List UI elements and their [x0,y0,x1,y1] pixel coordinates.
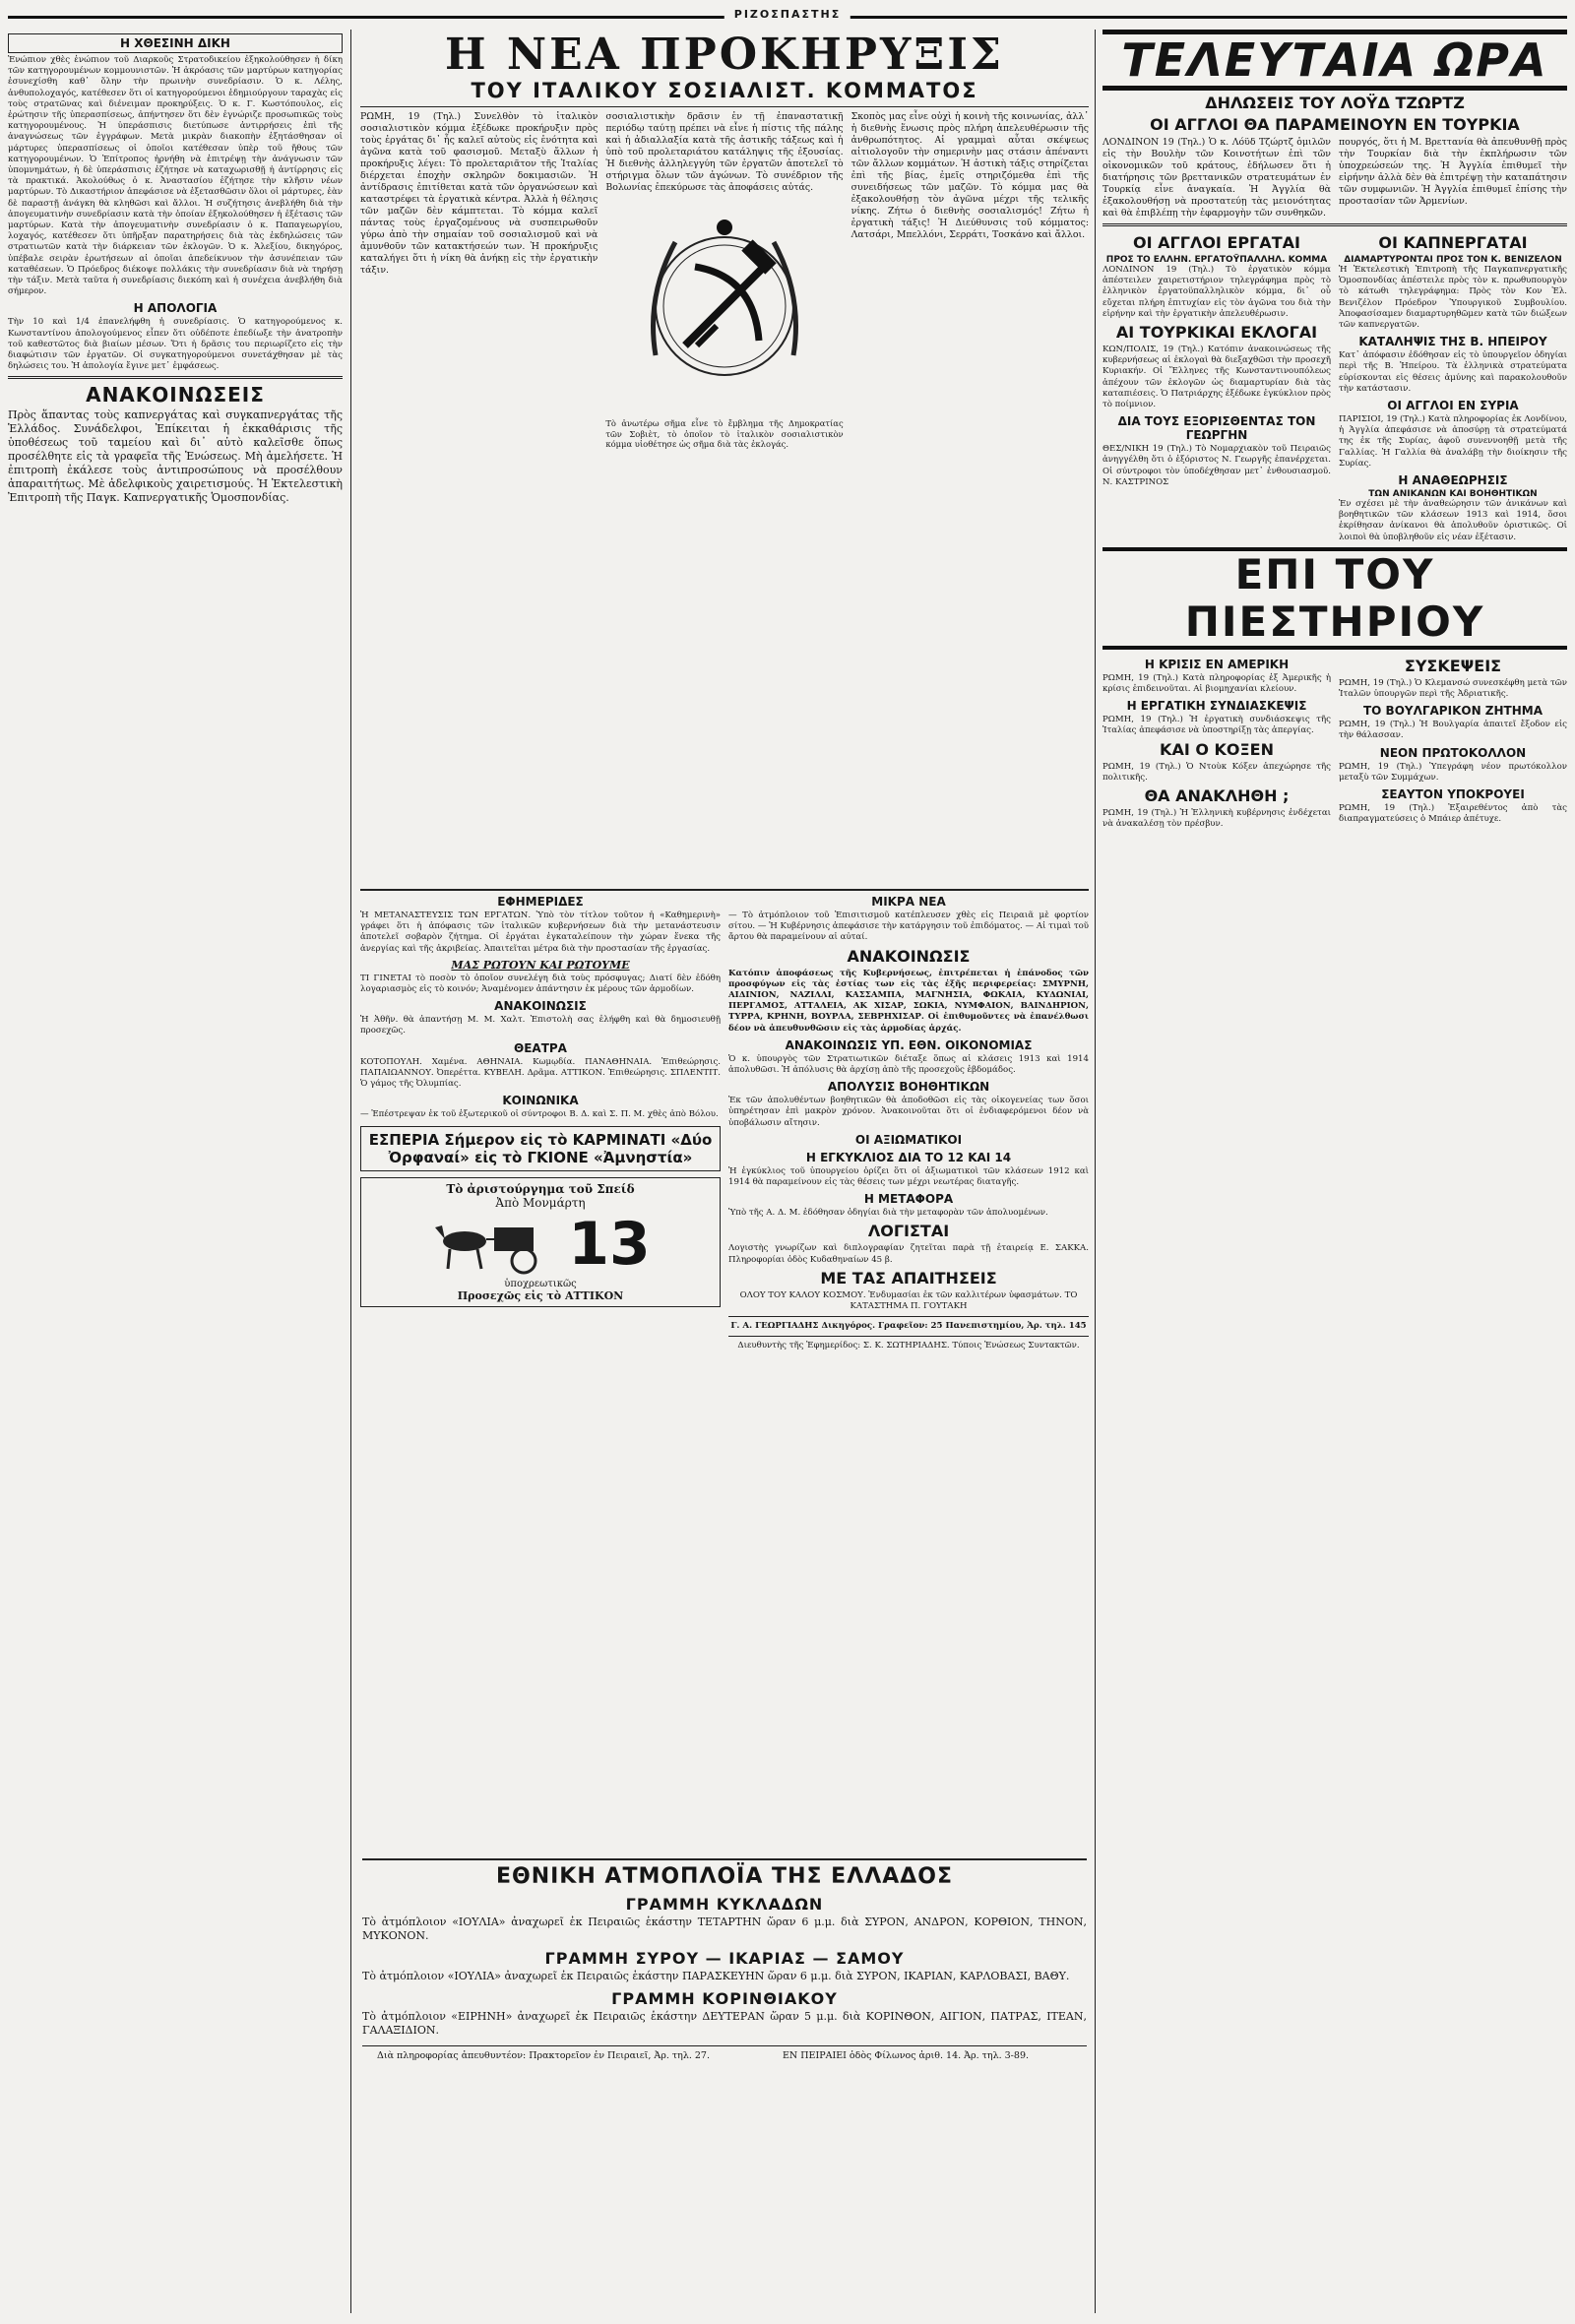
horse-carriage-icon [430,1210,558,1279]
press-right [1339,654,1570,831]
demands-heading: ΜΕ ΤΑΣ ΑΠΑΙΤΗΣΕΙΣ [820,1268,997,1288]
right-mid-columns [1102,230,1570,543]
film-ad-title: Τὸ ἀριστούργημα τοῦ Σπείδ [446,1182,635,1197]
center-columns [360,111,1092,450]
late-news-columns [1102,137,1570,220]
self-undermines-body: ΡΩΜΗ, 19 (Τηλ.) Ἐξαιρεθέντος ἀπὸ τὰς διαπραγματεύσεις ὁ Μπάιερ ἀπέτυχε. [1339,803,1570,825]
epirus-body: Κατ᾽ ἀπόφασιν ἐδόθησαν εἰς τὸ ὑπουργεῖον ὁδηγίαι περὶ τῆς Β. Ἠπείρου. Τὰ ἑλληνικὰ στρατεύματα εὑρίσκονται εἰς θέσεις ἀμύνης καὶ παρακολουθοῦν τὴν κατάστασιν. [1339,350,1570,394]
newspapers-body: Ἡ ΜΕΤΑΝΑΣΤΕΥΣΙΣ ΤΩΝ ΕΡΓΑΤΩΝ. Ὑπὸ τὸν τίτλον τοῦτον ἡ «Καθημερινὴ» γράφει ὅτι ἡ ἀπόφασις τῶν ἰταλικῶν κυβερνήσεων διὰ τὴν μετανάστευσιν ἀποτελεῖ σοβαρὸν ζήτημα. Οἱ ἐργάται ἐγκαταλείπουν τὴν χώραν ἕνεκα τῆς ἀνεργίας καὶ τῆς ἀκριβείας. Ἀπαιτεῖται μέτρα διὰ τὴν προστασίαν τῆς ἐργασίας. [360,911,724,954]
divider [8,376,343,379]
trial-body: Ἐνώπιον χθὲς ἐνώπιον τοῦ Διαρκοῦς Στρατοδικείου ἐξηκολούθησεν ἡ δίκη τῶν κατηγορουμένων κομμουνιστῶν. Ἡ ἀκρόασις τῶν μαρτύρων κατηγορίας ἐσυνεχίσθη καθ᾽ ὅλην τὴν πρωινὴν συνεδρίασιν. Ὁ κ. Λέλης, ἀνθυπολοχαγός, κατέθεσεν ὅτι οἱ κατηγορούμενοι ἐδημιούργουν ταραχὰς εἰς τοὺς στρατῶνας καὶ διένειμαν προκηρύξεις. Ὁ κ. Γ. Κωστόπουλος, εἰς ἐρώτησιν τῆς ὑπερασπίσεως, ἀπήντησεν ὅτι δὲν ἐγνώριζε προσωπικῶς τοὺς κατηγορουμένους. Ἡ ὑπεράσπισις διετύπωσε ἀντιρρήσεις ἐπὶ τῆς ἀναγνώσεως τῶν ἐγγράφων. Μετὰ μικρὰν διακοπὴν ἐξητάσθησαν οἱ μάρτυρες ὑπερασπίσεως οἱ ὁποῖοι κατέθεσαν ὑπὲρ τοῦ ἤθους τῶν κατηγορουμένων. Ὁ Ἐπίτροπος ἠρνήθη νὰ ἐπιτρέψῃ τὴν ἀνάγνωσιν τῶν ὑπομνημάτων, ἡ δὲ ὑπεράσπισις ἐζήτησε νὰ καταχωρισθῇ ἡ ἀντίρρησις εἰς τὰ πρακτικά. Ἀκολούθως ὁ κ. Ἀναστασίου ἐζήτησε τὴν κλῆσιν νέων μαρτύρων. Τὸ Δικαστήριον ἀπεφάσισε νὰ ἐξετασθῶσιν ὅλοι οἱ μάρτυρες, ἐὰν δὲ παραστῇ ἀνάγκη θὰ κληθῶσι καὶ ἄλλοι. Ἡ συζήτησις ἀνεβλήθη διὰ τὴν ἀπογευματινὴν συνεδρίασιν κατὰ τὴν ὁποίαν ἐξηκολούθησεν ἡ ἐξέτασις τῶν μαρτύρων. Κατὰ τὴν ἀπογευματινὴν συνεδρίασιν ὁ κ. Παπαγεωργίου, λοχαγός, κατέθεσεν ὅτι ὑπῆρξαν παρατηρήσεις διὰ τὰς ἐκδηλώσεις τῶν στρατιωτῶν κατὰ τὴν διάρκειαν τῶν ἐκλογῶν. Ὁ κ. Ἀλεξίου, δικηγόρος, ὑπέβαλε σειρὰν ἐρωτήσεων αἱ ὁποῖαι ἀπεδείκνυον τὴν ἀσυνέπειαν τῶν καταθέσεων. Ὁ Πρόεδρος διέκοψε πολλάκις τὴν συνεδρίασιν διὰ νὰ τηρήσῃ τὴν τάξιν. Μετὰ ταῦτα ἡ συνεδρίασις διεκόπη καὶ ἡ συνέχεια ἀνεβλήθη διὰ σήμερον. [8,55,346,297]
circular-body: Ἡ ἐγκύκλιος τοῦ ὑπουργείου ὁρίζει ὅτι οἱ ἀξιωματικοὶ τῶν κλάσεων 1912 καὶ 1914 θὰ παραμείνουν εἰς τὰς θέσεις των μέχρι νεωτέρας διαταγῆς. [728,1165,1092,1188]
shipping-line-3-text: Τὸ ἀτμόπλοιον «ΕΙΡΗΝΗ» ἀναχωρεῖ ἐκ Πειραιῶς ἑκάστην ΔΕΥΤΕΡΑΝ ὥραν 5 μ.μ. διὰ ΚΟΡΙΝΘΟΝ, ΑΙΓΙΟΝ, ΠΑΤΡΑΣ, ΙΤΕΑΝ, ΓΑΛΑΞΙΔΙΟΝ. [362,2010,1091,2037]
film-ad-footer: Προσεχῶς εἰς τὸ ΑΤΤΙΚΟΝ [457,1289,624,1303]
crisis-body: ΡΩΜΗ, 19 (Τηλ.) Κατὰ πληροφορίας ἐξ Ἀμερικῆς ἡ κρίσις ἐπιδεινοῦται. Αἱ βιομηχανίαι κλείουν. [1102,672,1334,695]
right-column [1102,30,1570,2313]
questions-heading: ΜΑΣ ΡΩΤΟΥΝ ΚΑΙ ΡΩΤΟΥΜΕ [451,958,630,972]
epirus-heading: ΚΑΤΑΛΗΨΙΣ ΤΗΣ Β. ΗΠΕΙΡΟΥ [1358,335,1547,349]
revision-heading: Η ΑΝΑΘΕΩΡΗΣΙΣ [1398,473,1508,488]
shipping-line-2-title: ΓΡΑΜΜΗ ΣΥΡΟΥ — ΙΚΑΡΙΑΣ — ΣΑΜΟΥ [544,1949,905,1968]
shipping-footer-right: ΕΝ ΠΕΙΡΑΙΕΙ ὁδὸς Φίλωνος ἀριθ. 14. Ἀρ. τηλ. 3-89. [782,2050,1030,2061]
shipping-line-2-text: Τὸ ἀτμόπλοιον «ΙΟΥΛΙΑ» ἀναχωρεῖ ἐκ Πειραιῶς ἑκάστην ΠΑΡΑΣΚΕΥΗΝ ὥραν 6 μ.μ. διὰ ΣΥΡΟΝ, ΙΚΑΡΙΑΝ, ΚΑΡΛΟΒΑΣΙ, ΒΑΘΥ. [362,1970,1070,1982]
tobacco-sub: ΔΙΑΜΑΡΤΥΡΟΝΤΑΙ ΠΡΟΣ ΤΟΝ Κ. ΒΕΝΙΖΕΛΟΝ [1344,255,1562,265]
shipping-line-3-title: ΓΡΑΜΜΗ ΚΟΡΙΝΘΙΑΚΟΥ [611,1989,838,2008]
shipping-footer-left: Διὰ πληροφορίας ἀπευθυντέον: Πρακτορεῖον ἐν Πειραιεῖ, Ἀρ. τηλ. 27. [376,2050,710,2061]
divider [360,106,1089,107]
social-body: — Ἐπέστρεψαν ἐκ τοῦ ἐξωτερικοῦ οἱ σύντροφοι Β. Δ. καὶ Σ. Π. Μ. χθὲς ἀπὸ Βόλου. [360,1109,719,1120]
center-lower-columns [360,891,1092,1352]
tobacco-heading: ΟΙ ΚΑΠΝΕΡΓΑΤΑΙ [1378,233,1528,252]
protocol-heading: ΝΕΟΝ ΠΡΩΤΟΚΟΛΛΟΝ [1379,745,1527,760]
emblem [605,198,843,414]
masthead-title: ΡΙΖΟΣΠΑΣΤΗΣ [724,8,850,21]
crisis-heading: Η ΚΡΙΣΙΣ ΕΝ ΑΜΕΡΙΚΗ [1144,657,1290,671]
center-lower-left [360,891,724,1352]
shipping-line-1-title: ΓΡΑΜΜΗ ΚΥΚΛΑΔΩΝ [625,1895,824,1914]
late-news-body-1: ΛΟΝΔΙΝΟΝ 19 (Τηλ.) Ὁ κ. Λόϋδ Τζώρτζ ὁμιλῶν εἰς τὴν Βουλὴν τῶν Κοινοτήτων ἐπὶ τῶν οἰκονομικῶν τοῦ κράτους, ἐδήλωσεν ὅτι ἡ διατήρησις τῶν βρεττανικῶν στρατευμάτων ἐν Τουρκίᾳ εἶνε ἀναγκαία. Ἡ Ἀγγλία θὰ ἐξακολουθήσῃ νὰ προστατεύῃ τὰς μειονότητας καὶ θὰ ἐπιβλέπῃ τὴν ἐφαρμογὴν τῶν συνθηκῶν. [1102,137,1334,219]
press-columns [1102,654,1570,831]
transport-body: Ὑπὸ τῆς Α. Δ. Μ. ἐδόθησαν ὁδηγίαι διὰ τὴν μεταφορὰν τῶν ἀπολυομένων. [728,1208,1048,1219]
late-news-body-2: πουργός, ὅτι ἡ Μ. Βρεττανία θὰ ἀπευθυνθῇ πρὸς τὴν Τουρκίαν διὰ τὴν ἐκπλήρωσιν τῶν ὑποχρεώσεών της. Ἡ Ἀγγλία ἐπιθυμεῖ τὴν εἰρήνην ἀλλὰ δὲν θὰ ἐπιτρέψῃ τὴν καταπάτησιν τῶν συμφωνιῶν. Ἡ Ἀγγλία ἐπιθυμεῖ ἐπίσης τὴν προστασίαν τῶν Ἀρμενίων. [1339,137,1570,207]
self-undermines-heading: ΣΕΑΥΤΟΝ ΥΠΟΚΡΟΥΕΙ [1381,787,1525,802]
coxen-heading: ΚΑΙ Ο ΚΟΞΕΝ [1160,739,1274,759]
announcements-heading: ΑΝΑΚΟΙΝΩΣΕΙΣ [86,383,265,408]
revision-sub: ΤΩΝ ΑΝΙΚΑΝΩΝ ΚΑΙ ΒΟΗΘΗΤΙΚΩΝ [1368,489,1538,500]
film-ad-sub: Ἀπὸ Μονμάρτη [495,1196,586,1211]
trial-headline: Η ΧΘΕΣΙΝΗ ΔΙΚΗ [8,33,343,53]
shipping-footer [362,2045,1087,2062]
hammer-sickle-wreath-icon [626,198,823,414]
labour-conf-heading: Η ΕΡΓΑΤΙΚΗ ΣΥΝΔΙΑΣΚΕΨΙΣ [1126,699,1307,714]
film-ad-art [365,1210,716,1279]
divider [728,1336,1089,1337]
divider [1102,223,1567,226]
exiles-body: ΘΕΣ/ΝΙΚΗ 19 (Τηλ.) Τὸ Νομαρχιακὸν τοῦ Πειραιῶς ἀνηγγέλθη ὅτι ὁ ἐξόριστος Ν. Γεωργῆς ἐπανέρχεται. Οἱ σύντροφοι τὸν ὑποδέχθησαν μετ᾽ ἐνθουσιασμοῦ. Ν. ΚΑΣΤΡΙΝΟΣ [1102,444,1334,487]
questions-body: ΤΙ ΓΙΝΕΤΑΙ τὸ ποσὸν τὸ ὁποῖον συνελέγη διὰ τοὺς πρόσφυγας; Διατί δὲν ἐδόθη λογαριασμὸς εἰς τὸ κοινόν; Ἀναμένομεν ἀπάντησιν ἐκ μέρους τῶν ἁρμοδίων. [360,973,724,995]
left-column [8,30,346,2313]
workers-sub: ΠΡΟΣ ΤΟ ΕΛΛΗΝ. ΕΡΓΑΤΟΫΠΑΛΛΗΛ. ΚΟΜΜΑ [1105,255,1328,265]
release-body: Ἐκ τῶν ἀπολυθέντων βοηθητικῶν θὰ ἀποδοθῶσι εἰς τὰς οἰκογενείας των ὅσοι ὑπηρέτησαν ἐπὶ μακρὸν χρόνον. Ἀνακοινοῦται ὅτι οἱ ἐνδιαφερόμενοι δέον νὰ ὑποβάλωσιν αἴτησιν. [728,1096,1092,1128]
right-mid-right [1339,230,1570,543]
center-lower [360,889,1092,1855]
proclamation-part-3: Σκοπὸς μας εἶνε οὐχὶ ἡ κοινὴ τῆς κοινωνίας, ἀλλ᾽ ἡ διεθνὴς ἕνωσις πρὸς πλήρη ἀπελευθέρωσιν τῆς ἀνθρωπότητος. Αἱ γραμμαὶ αὗται σκέψεως αἰτιολογοῦν τὴν σημερινὴν μας στάσιν ἀπέναντι τῶν ἄλλων κομμάτων. Ἡ ἀστικὴ τάξις στηρίζεται ἐπὶ τῆς βίας, ἐμεῖς στηριζόμεθα ἐπὶ τῆς συνειδήσεως τῶν μαζῶν. Τὸ κόμμα μας θὰ ἐξακολουθήσῃ τὸν ἀγῶνα μέχρι τῆς τελικῆς νίκης. Ζήτω ὁ διεθνὴς σοσιαλισμός! Ζήτω ἡ ἐργατικὴ τάξις! Ἡ Διεύθυνσις τοῦ κόμματος: Λατσάρι, Μπελλόνι, Σερράτι, Τοσκάνο καὶ ἄλλοι. [850,111,1092,240]
officers-heading: ΟΙ ΑΞΙΩΜΑΤΙΚΟΙ [854,1132,963,1147]
column-rule [350,30,351,2313]
late-news-head: ΟΙ ΑΓΓΛΟΙ ΘΑ ΠΑΡΑΜΕΙΝΟΥΝ ΕΝ ΤΟΥΡΚΙΑ [1150,115,1520,134]
shipping-line-1-text: Τὸ ἀτμόπλοιον «ΙΟΥΛΙΑ» ἀναχωρεῖ ἐκ Πειραιῶς ἑκάστην ΤΕΤΑΡΤΗΝ ὥραν 6 μ.μ. διὰ ΣΥΡΟΝ, ΑΝΔΡΟΝ, ΚΟΡΘΙΟΝ, ΤΗΝΟΝ, ΜΥΚΟΝΟΝ. [362,1916,1091,1942]
bulgarian-body: ΡΩΜΗ, 19 (Τηλ.) Ἡ Βουλγαρία ἀπαιτεῖ ἔξοδον εἰς τὴν θάλασσαν. [1339,720,1570,741]
apology-heading: Η ΑΠΟΛΟΓΙΑ [133,301,218,316]
theatres-body: ΚΟΤΟΠΟΥΛΗ. Χαμένα. ΑΘΗΝΑΙΑ. Κωμῳδία. ΠΑΝΑΘΗΝΑΙΑ. Ἐπιθεώρησις. ΠΑΠΑΙΩΑΝΝΟΥ. Ὀπερέττα. ΚΥΒΕΛΗ. Δρᾶμα. ΑΤΤΙΚΟΝ. Ἐπιθεώρησις. ΣΠΛΕΝΤΙΤ. Ὁ γάμος τῆς Ὀλυμπίας. [360,1056,724,1090]
announcement-heading: ΑΝΑΚΟΙΝΩΣΙΣ [494,999,587,1014]
turkish-elections-heading: ΑΙ ΤΟΥΡΚΙΚΑΙ ΕΚΛΟΓΑΙ [1115,323,1318,343]
meetings-body: ΡΩΜΗ, 19 (Τηλ.) Ὁ Κλεμανσώ συνεσκέφθη μετὰ τῶν Ἰταλῶν ὑπουργῶν περὶ τῆς Ἀδριατικῆς. [1339,677,1570,700]
center-lower-right [728,891,1092,1352]
circular-heading: Η ΕΓΚΥΚΛΙΟΣ ΔΙΑ ΤΟ 12 ΚΑΙ 14 [805,1150,1012,1164]
masthead [8,8,1567,24]
cinema-ad-text: ΕΣΠΕΡΙΑ Σήμερον εἰς τὸ ΚΑΡΜΙΝΑΤΙ «Δύο Ὀρφαναί» εἰς τὸ ΓΚΙΟΝΕ «Ἀμνηστία» [368,1131,713,1167]
shipping-title: ΕΘΝΙΚΗ ΑΤΜΟΠΛΟΪΑ ΤΗΣ ΕΛΛΑΔΟΣ [495,1864,954,1889]
workers-body: ΛΟΝΔΙΝΟΝ 19 (Τηλ.) Τὸ ἐργατικὸν κόμμα ἀπέστειλεν χαιρετιστήριον τηλεγράφημα πρὸς τὸ ἑλληνικὸν ἐργατοϋπαλληλικὸν κόμμα, δι᾽ οὗ εὔχεται πλήρη ἐπιτυχίαν εἰς τὸν ἀγῶνα του διὰ τὴν εἰρήνην καὶ τὴν ἐργατικὴν ἀπελευθέρωσιν. [1102,265,1334,319]
announcement2-body: Κατόπιν ἀποφάσεως τῆς Κυβερνήσεως, ἐπιτρέπεται ἡ ἐπάνοδος τῶν προσφύγων εἰς τὰς ἑστίας των εἰς τὰς ἑξῆς περιφερείας: ΣΜΥΡΝΗ, ΑΙΔΙΝΙΟΝ, ΝΑΖΙΛΛΙ, ΚΑΣΣΑΜΠΑ, ΜΑΓΝΗΣΙΑ, ΦΩΚΑΙΑ, ΚΥΔΩΝΙΑΙ, ΠΕΡΓΑΜΟΣ, ΑΤΤΑΛΕΙΑ, ΑΚ ΧΙΣΑΡ, ΣΩΚΙΑ, ΝΥΜΦΑΙΟΝ, ΒΑΙΝΔΗΡΙΟΝ, ΤΥΡΡΑ, ΚΡΗΝΗ, ΒΟΥΡΛΑ, ΣΕΒΡΗΧΙΣΑΡ. Οἱ ἐπιθυμοῦντες νὰ ἐπανέλθωσι δέον νὰ ἀπευθυνθῶσιν εἰς τὰς ἁρμοδίας ἀρχάς. [728,968,1092,1034]
announcement-body: Ἡ Ἀθῆν. θὰ ἀπαντήσῃ Μ. Μ. Χαλτ. Ἐπιστολὴ σας ἐλήφθη καὶ θὰ δημοσιευθῇ προσεχῶς. [360,1015,724,1036]
syria-heading: ΟΙ ΑΓΓΛΟΙ ΕΝ ΣΥΡΙΑ [1387,399,1519,413]
proclamation-part-1: ΡΩΜΗ, 19 (Τηλ.) Συνελθὸν τὸ ἰταλικὸν σοσιαλιστικὸν κόμμα ἐξέδωκε προκήρυξιν πρὸς τοὺς ἐργάτας δι᾽ ἧς καλεῖ αὐτοὺς εἰς ἑνότητα καὶ ἀγῶνα κατὰ τοῦ φασισμοῦ. Μεταξὺ ἄλλων ἡ προκήρυξις λέγει: Τὸ προλεταριᾶτον τῆς Ἰταλίας διέρχεται ἐποχὴν σκληρῶν δοκιμασιῶν. Ἡ ἀντίδρασις ἐπιτίθεται κατὰ τῶν ὀργανώσεων καὶ καταστρέφει τὰ ἐργατικὰ κέντρα. Ἀλλὰ ἡ θέλησις τῶν μαζῶν δὲν κάμπτεται. Τὸ κόμμα καλεῖ πάντας τοὺς ἐργαζομένους νὰ συσπειρωθοῦν γύρω ἀπὸ τὴν σημαίαν τοῦ σοσιαλισμοῦ καὶ νὰ ἀμυνθοῦν τῶν κατακτήσεών των. Ἡ προκήρυξις καταλήγει ὅτι ἡ νίκη θὰ ἀνήκῃ εἰς τὴν ἐργατικὴν τάξιν. [360,111,601,276]
shipping-ad [362,1858,1091,2318]
press-title: ΕΠΙ ΤΟΥ ΠΙΕΣΤΗΡΙΟΥ [1102,547,1567,650]
revision-body: Ἐν σχέσει μὲ τὴν ἀναθεώρησιν τῶν ἀνικάνων καὶ βοηθητικῶν τῶν κλάσεων 1913 καὶ 1914, ὅσοι ἐκρίθησαν ἀνίκανοι θὰ ἀπολυθοῦν ὁριστικῶς. Οἱ λοιποὶ θὰ ὑποβληθοῦν εἰς νέαν ἐξέτασιν. [1339,499,1570,542]
announcement2-heading: ΑΝΑΚΟΙΝΩΣΙΣ [847,946,971,966]
newspaper-page [8,8,1570,2316]
center-middle-column [605,111,847,450]
workers-heading: ΟΙ ΑΓΓΛΟΙ ΕΡΓΑΤΑΙ [1133,233,1300,252]
accountants-body: Λογιστὴς γνωρίζων καὶ διπλογραφίαν ζητεῖται παρὰ τῇ ἐταιρείᾳ Ε. ΣΑΚΚΑ. Πληροφορίαι ὁδὸς Κυδαθηναίων 45 β. [728,1243,1092,1265]
recall-body: ΡΩΜΗ, 19 (Τηλ.) Ἡ Ἑλληνικὴ κυβέρνησις ἐνδέχεται νὰ ἀνακαλέσῃ τὸν πρέσβυν. [1102,808,1334,830]
protocol-body: ΡΩΜΗ, 19 (Τηλ.) Ὑπεγράφη νέον πρωτόκολλον μεταξὺ τῶν Συμμάχων. [1339,761,1570,783]
emblem-caption: Τὸ ἀνωτέρω σῆμα εἶνε τὸ ἔμβλημα τῆς Δημοκρατίας τῶν Σοβιὲτ, τὸ ὁποῖον τὸ ἰταλικὸν σοσιαλιστικὸν κόμμα υἱοθέτησε ὡς σῆμα διὰ τὰς ἐκλογάς. [605,418,844,449]
apology-body: Τὴν 10 καὶ 1/4 ἐπανελήφθη ἡ συνεδρίασις. Ὁ κατηγορούμενος κ. Κωνσταντίνου ἀπολογούμενος εἶπεν ὅτι οὐδέποτε ἐπεδίωξε τὴν ἀνατροπὴν τοῦ καθεστῶτος διὰ βιαίων μέσων. Ὅτι ἡ δρᾶσις του περιωρίζετο εἰς τὴν διαφώτισιν τῶν ἐργατῶν. Οἱ συγκατηγορούμενοι συνετάχθησαν μὲ τὰς δηλώσεις του. Ἡ ἀπολογία ἔγινε μετ᾽ ἐμφάσεως. [8,317,346,372]
demands-body: ΟΛΟΥ ΤΟΥ ΚΑΛΟΥ ΚΟΣΜΟΥ. Ἐνδυμασίαι ἐκ τῶν καλλιτέρων ὑφασμάτων. ΤΟ ΚΑΤΑΣΤΗΜΑ Π. ΓΟΥΤΑΚΗ [739,1289,1081,1312]
center-story [360,30,1092,866]
cinema-ad [360,1126,721,1171]
social-heading: ΚΟΙΝΩΝΙΚΑ [502,1094,579,1108]
labour-conf-body: ΡΩΜΗ, 19 (Τηλ.) Ἡ ἐργατικὴ συνδιάσκεψις τῆς Ἰταλίας ἀπεφάσισε νὰ ὑποστηρίξῃ τὰς ἀπεργίας. [1102,715,1334,736]
column-rule [1095,30,1096,2313]
divider [728,1316,1089,1317]
film-ad [360,1177,721,1307]
main-subheadline: ΤΟΥ ΙΤΑΛΙΚΟΥ ΣΟΣΙΑΛΙΣΤ. ΚΟΜΜΑΤΟΣ [471,79,978,102]
accountants-heading: ΛΟΓΙΣΤΑΙ [867,1222,950,1241]
ministry-heading: ΑΝΑΚΟΙΝΩΣΙΣ ΥΠ. ΕΘΝ. ΟΙΚΟΝΟΜΙΑΣ [785,1037,1033,1052]
film-ad-note: ὑποχρεωτικῶς [504,1279,577,1290]
tobacco-body: Ἡ Ἐκτελεστικὴ Ἐπιτροπὴ τῆς Παγκαπνεργατικῆς Ὁμοσπονδίας ἀπέστειλε πρὸς τὸν κ. πρωθυπουργὸν τὸ κάτωθι τηλεγράφημα: Πρὸς τὸν Κον Ἐλ. Βενιζέλον Πρόεδρον Ὑπουργικοῦ Συμβουλίου. Ἀποφασίσαμεν διαμαρτυρηθῶμεν κατὰ τῶν διώξεων τῶν καπνεργατῶν. [1339,265,1570,331]
late-news-title: ΤΕΛΕΥΤΑΙΑ ΩΡΑ [1102,30,1567,91]
imprint: Διευθυντὴς τῆς Ἐφημερίδος: Σ. Κ. ΣΩΤΗΡΙΑΔΗΣ. Τύποις Ἑνώσεως Συντακτῶν. [737,1341,1080,1351]
transport-heading: Η ΜΕΤΑΦΟΡΑ [863,1192,954,1207]
ministry-body: Ὁ κ. ὑπουργὸς τῶν Στρατιωτικῶν διέταξε ὅπως αἱ κλάσεις 1913 καὶ 1914 ἀπολυθῶσι. Ἡ ἀπόλυσις θὰ ἀρχίσῃ ἀπὸ τῆς προσεχοῦς ἑβδομάδος. [728,1053,1092,1076]
film-ad-number: 13 [568,1210,651,1280]
main-headline: Η ΝΕΑ ΠΡΟΚΗΡΥΞΙΣ [444,30,1005,80]
press-left [1102,654,1334,831]
bulgarian-heading: ΤΟ ΒΟΥΛΓΑΡΙΚΟΝ ΖΗΤΗΜΑ [1362,704,1543,719]
recall-heading: ΘΑ ΑΝΑΚΛΗΘΗ ; [1144,786,1290,806]
short-news-body: — Τὸ ἀτμόπλοιον τοῦ Ἐπισιτισμοῦ κατέπλευσεν χθὲς εἰς Πειραιᾶ μὲ φορτίον σίτου. — Ἡ Κυβέρνησις ἀπεφάσισε τὴν κατάργησιν τοῦ ἐπιδόματος. — Αἱ τιμαὶ τοῦ ἄρτου θὰ παραμείνουν αἱ αὐταί. [728,911,1092,943]
coxen-body: ΡΩΜΗ, 19 (Τηλ.) Ὁ Ντοὺκ Κόξεν ἀπεχώρησε τῆς πολιτικῆς. [1102,761,1334,783]
newspapers-heading: ΕΦΗΜΕΡΙΔΕΣ [497,895,584,909]
short-news-heading: ΜΙΚΡΑ ΝΕΑ [871,895,946,909]
meetings-heading: ΣΥΣΚΕΨΕΙΣ [1404,656,1502,675]
lawyer-ad: Γ. Α. ΓΕΩΡΓΙΑΔΗΣ Δικηγόρος. Γραφεῖον: 25 Πανεπιστημίου, Ἀρ. τηλ. 145 [730,1321,1087,1332]
turkish-elections-body: ΚΩΝ/ΠΟΛΙΣ, 19 (Τηλ.) Κατόπιν ἀνακοινώσεως τῆς κυβερνήσεως αἱ ἐκλογαὶ θὰ διεξαχθῶσι τὴν προσεχῆ Κυριακήν. Οἱ Ἕλληνες τῆς Κωνσταντινουπόλεως ἀπέχουν τῶν ἐκλογῶν ὡς διαμαρτυρίαν διὰ τὰς καταπιέσεις. Ὁ Πατριάρχης ἐξέδωκε ἐγκύκλιον πρὸς τὸ ποίμνιον. [1102,345,1334,410]
late-news-sub: ΔΗΛΩΣΕΙΣ ΤΟΥ ΛΟΫΔ ΤΖΩΡΤΖ [1205,94,1465,112]
announcements-body: Πρὸς ἅπαντας τοὺς καπνεργάτας καὶ συγκαπνεργάτας τῆς Ἑλλάδος. Συνάδελφοι, Ἐπίκειται ἡ ἐκκαθάρισις τῆς ὑποθέσεως τοῦ ταμείου καὶ δι᾽ αὐτὸ καλεῖσθε ὅπως προσέλθητε εἰς τὰ γραφεῖα τῆς Ἑνώσεως. Μὴ ἀμελήσετε. Ἡ ἐπιτροπὴ ἐκάλεσε τοὺς ἀντιπροσώπους νὰ προσέλθουν ἀπαραιτήτως. Μὲ ἀδελφικοὺς χαιρετισμούς. Ἡ Ἐκτελεστικὴ Ἐπιτροπὴ τῆς Παγκ. Καπνεργατικῆς Ὁμοσπονδίας. [8,408,346,505]
exiles-heading: ΔΙΑ ΤΟΥΣ ΕΞΟΡΙΣΘΕΝΤΑΣ ΤΟΝ ΓΕΩΡΓΗΝ [1117,414,1316,443]
theatres-heading: ΘΕΑΤΡΑ [514,1040,567,1055]
release-heading: ΑΠΟΛΥΣΙΣ ΒΟΗΘΗΤΙΚΩΝ [827,1080,990,1095]
right-mid-left [1102,230,1334,543]
syria-body: ΠΑΡΙΣΙΟΙ, 19 (Τηλ.) Κατὰ πληροφορίας ἐκ Λονδίνου, ἡ Ἀγγλία ἀπεφάσισε νὰ ἀποσύρῃ τὰ στρατεύματά της ἐκ τῆς Συρίας, ἀφοῦ συνεννοηθῇ μετὰ τῆς Γαλλίας. Ἡ Γαλλία θὰ ἀναλάβῃ τὴν διοίκησιν τῆς Συρίας. [1339,414,1570,469]
proclamation-part-2: σοσιαλιστικὴν δρᾶσιν ἐν τῇ ἐπαναστατικῇ περιόδῳ ταύτῃ πρέπει νὰ εἶνε ἡ πίστις τῆς πάλης καὶ ἡ ἀδιαλλαξία κατὰ τῆς ἀστικῆς τάξεως καὶ ἡ ὑπὸ τοῦ προλεταριάτου κατάληψις τῆς ἐξουσίας. Ἡ διεθνὴς ἀλληλεγγύη τῶν ἐργατῶν ἀποτελεῖ τὸ στήριγμα ὅλων τῶν ἀγώνων. Τὸ συνέδριον τῆς Βολωνίας ἐπεκύρωσε τὰς ἀποφάσεις αὐτάς. [605,111,847,193]
